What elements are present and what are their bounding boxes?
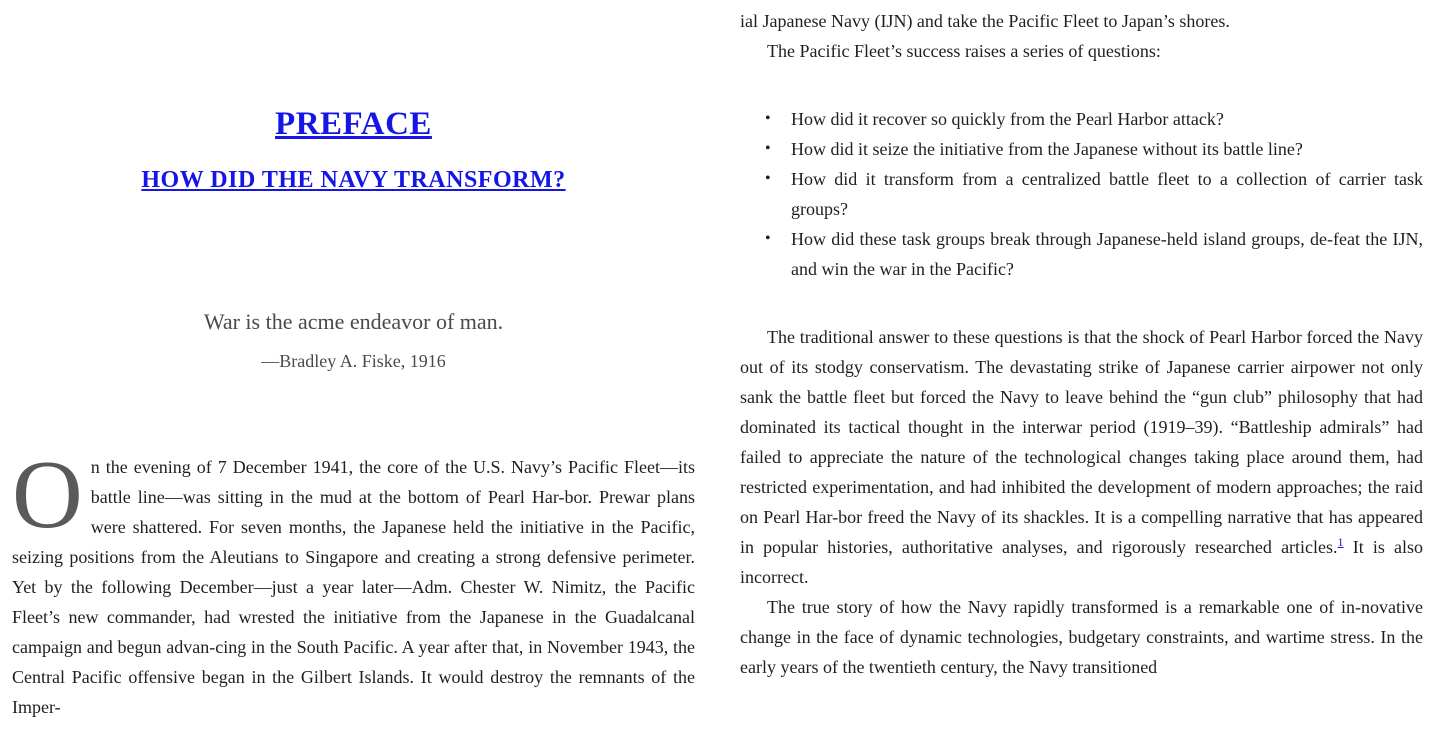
true-story-paragraph: The true story of how the Navy rapidly transformed is a remarkable one of in-novative change in the face of dynamic technologies, budgetary constraints, and wartime stress. In the early years of the twentieth century, the Navy transitioned <box>740 597 1423 677</box>
bullet-icon: • <box>765 230 771 247</box>
left-page <box>12 0 695 735</box>
list-item <box>740 134 1423 164</box>
bullet-icon: • <box>765 140 771 157</box>
bullet-icon: • <box>765 110 771 127</box>
list-item <box>740 224 1423 284</box>
questions-intro: The Pacific Fleet’s success raises a series of questions: <box>767 41 1161 61</box>
chapter-subtitle-link[interactable]: HOW DID THE NAVY TRANSFORM? <box>141 167 566 193</box>
footnote-link[interactable]: 1 <box>1337 535 1344 549</box>
continuation-text: ial Japanese Navy (IJN) and take the Pacific Fleet to Japan’s shores. <box>740 11 1230 31</box>
question-text: How did it recover so quickly from the Pearl Harbor attack? <box>791 109 1224 129</box>
opening-paragraph-text: n the evening of 7 December 1941, the core of the U.S. Navy’s Pacific Fleet—its battle line—was sitting in the mud at the bottom of Pearl Har-bor. Prewar plans were shattered. For seven months, the Japanese held the initiative in the Pacific, seizing positions from the Aleutians to Singapore and creating a strong defensive perimeter. Yet by the following December—just a year later—Adm. Chester W. Nimitz, the Pacific Fleet’s new commander, had wrested the initiative from the Japanese in the Guadalcanal campaign and begun advan-cing in the South Pacific. A year after that, in November 1943, the Central Pacific offensive began in the Gilbert Islands. It would destroy the remnants of the Imper- <box>12 457 695 717</box>
question-text: How did it transform from a centralized battle fleet to a collection of carrier task groups? <box>791 169 1423 219</box>
question-text: How did these task groups break through Japanese-held island groups, de-feat the IJN, and win the war in the Pacific? <box>791 229 1423 279</box>
right-page <box>740 0 1423 735</box>
body-block <box>740 322 1423 682</box>
intro-block <box>740 6 1423 66</box>
preface-title-link[interactable]: PREFACE <box>275 106 432 142</box>
question-text: How did it seize the initiative from the Japanese without its battle line? <box>791 139 1303 159</box>
paragraph-text-end: It is also incorrect. <box>740 537 1423 587</box>
drop-cap: O <box>12 441 83 549</box>
list-item <box>740 104 1423 134</box>
epigraph-quote: War is the acme endeavor of man. <box>203 309 504 334</box>
paragraph-text: The traditional answer to these questions is that the shock of Pearl Harbor forced the Navy out of its stodgy conservatism. The devastating strike of Japanese carrier airpower not only sank the battle fleet but forced the Navy to leave behind the “gun club” philosophy that had dominated its tactical thought in the interwar period (1919–39). “Battleship admirals” had failed to appreciate the nature of the technological changes taking place around them, had restricted experimentation, and had inhibited the development of modern approaches; the raid on Pearl Har-bor freed the Navy of its shackles. It is a compelling narrative that has appeared in popular histories, authoritative analyses, and rigorously researched articles. <box>740 327 1423 557</box>
epigraph-attribution: —Bradley A. Fiske, 1916 <box>261 351 446 371</box>
traditional-answer-paragraph <box>740 322 1423 592</box>
bullet-icon: • <box>765 170 771 187</box>
opening-paragraph <box>12 441 695 722</box>
questions-list <box>740 104 1423 284</box>
list-item <box>740 164 1423 224</box>
